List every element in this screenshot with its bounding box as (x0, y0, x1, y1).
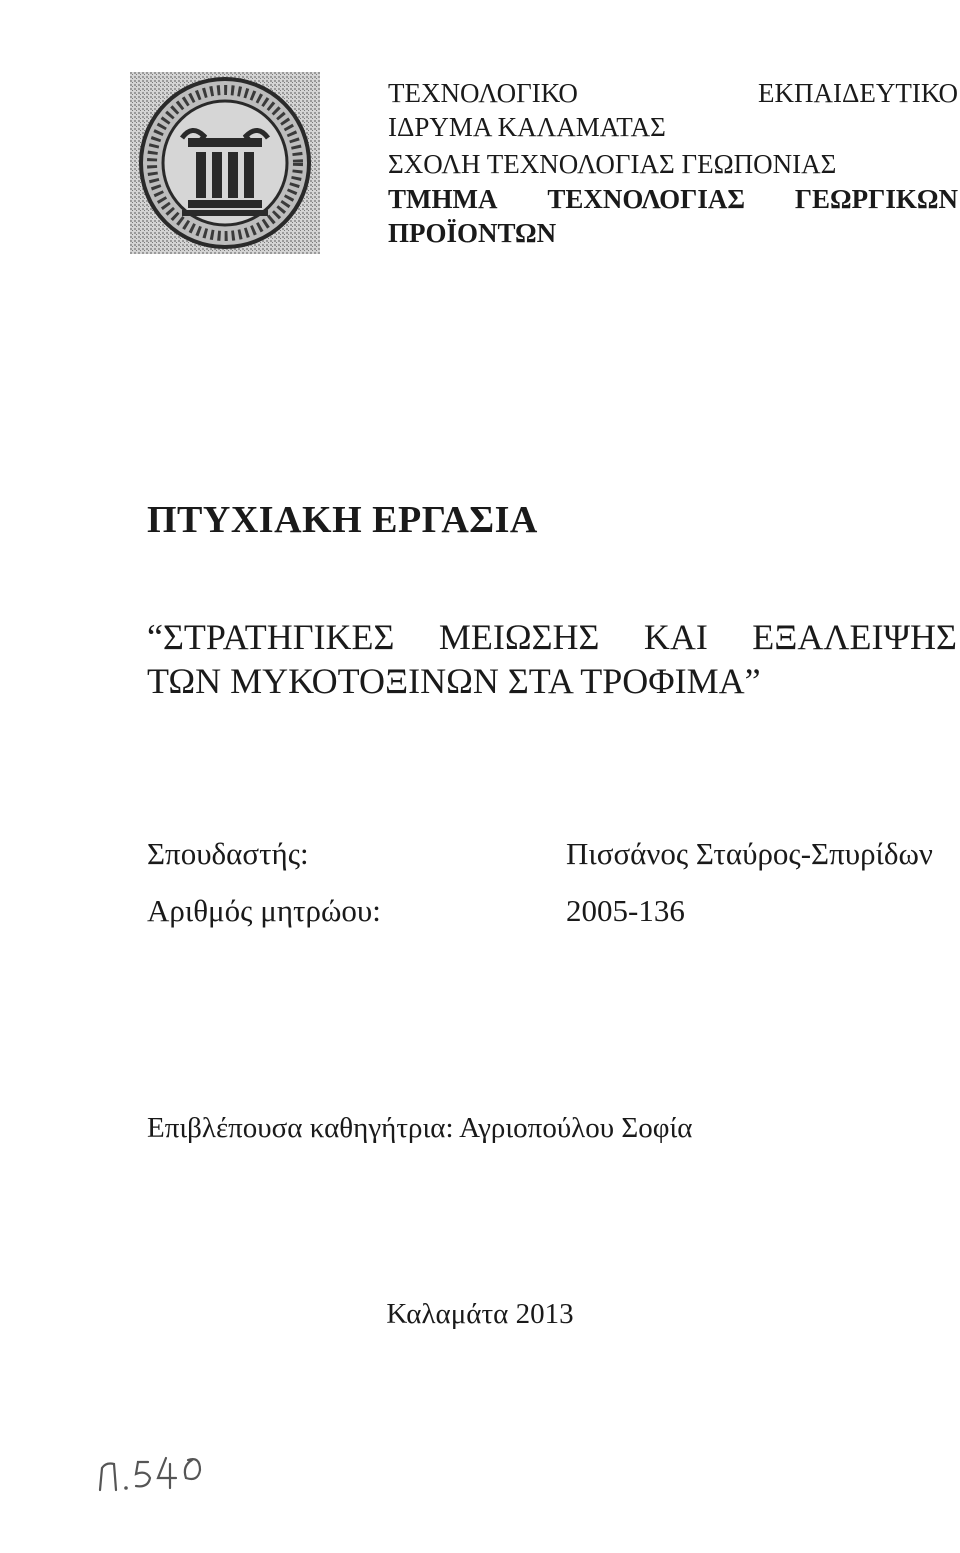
title-word-4: ΕΞΑΛΕΙΨΗΣ (752, 617, 957, 657)
department-word-1: ΤΜΗΜΑ (388, 184, 498, 214)
department-word-3: ΓΕΩΡΓΙΚΩΝ (794, 184, 958, 214)
institution-seal (130, 72, 320, 254)
title-word-2: ΜΕΙΩΣΗΣ (438, 617, 600, 657)
department-line-2 (388, 218, 958, 248)
school-name (388, 149, 958, 179)
institution-name-part-2: ΕΚΠΑΙΔΕΥΤΙΚΟ (758, 78, 958, 108)
department-word-4: ΠΡΟΪΟΝΤΩΝ (388, 218, 557, 248)
thesis-title-line-2 (147, 660, 957, 702)
supervisor: Επιβλέπουσα καθηγήτρια: Αγριοπούλου Σοφία (147, 1112, 693, 1144)
title-word-3: ΚΑΙ (643, 617, 708, 657)
school-name-text: ΣΧΟΛΗ ΤΕΧΝΟΛΟΓΙΑΣ ΓΕΩΠΟΝΙΑΣ (388, 149, 837, 179)
institution-name-part-3: ΙΔΡΥΜΑ ΚΑΛΑΜΑΤΑΣ (388, 112, 666, 142)
title-word-1: “ΣΤΡΑΤΗΓΙΚΕΣ (147, 617, 395, 657)
handwritten-note (92, 1448, 232, 1498)
department-word-2: ΤΕΧΝΟΛΟΓΙΑΣ (547, 184, 746, 214)
student-label: Σπουδαστής: (147, 836, 309, 871)
title-line-2-text: ΤΩΝ ΜΥΚΟΤΟΞΙΝΩΝ ΣΤΑ ΤΡΟΦΙΜΑ” (147, 661, 761, 701)
thesis-title-line-1 (147, 616, 957, 658)
seal-emblem-icon (130, 72, 320, 254)
handwritten-mark-icon (92, 1448, 232, 1498)
registration-number-label: Αριθμός μητρώου: (147, 893, 381, 928)
document-type: ΠΤΥΧΙΑΚΗ ΕΡΓΑΣΙΑ (147, 499, 538, 541)
institution-line-2 (388, 112, 958, 142)
institution-name-part-1: ΤΕΧΝΟΛΟΓΙΚΟ (388, 78, 578, 108)
department-line-1 (388, 184, 958, 214)
place-date: Καλαμάτα 2013 (386, 1298, 574, 1330)
registration-number-value: 2005-136 (566, 893, 685, 928)
student-name: Πισσάνος Σταύρος-Σπυρίδων (566, 836, 933, 871)
institution-line-1 (388, 78, 958, 108)
